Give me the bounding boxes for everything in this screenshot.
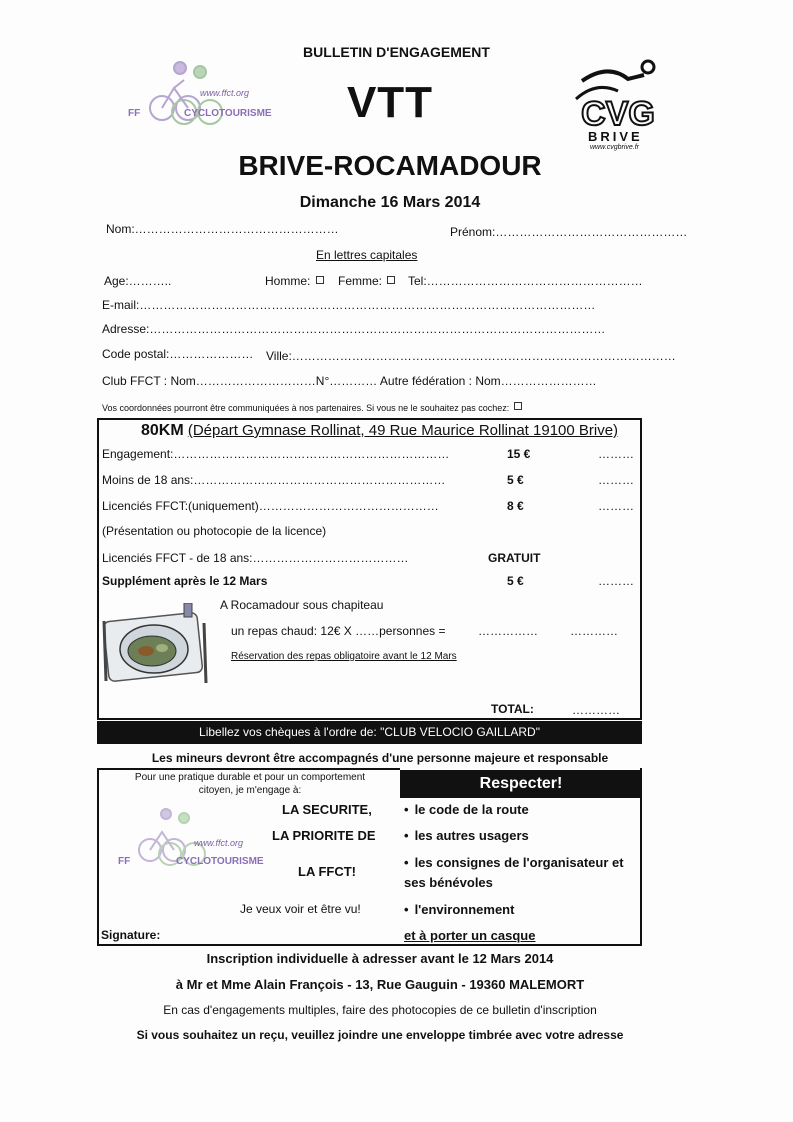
- respect-item-3: • les consignes de l'organisateur et: [404, 855, 624, 870]
- tarif-row-label: Moins de 18 ans:………………………………………………………: [102, 473, 446, 487]
- inscription-note: Inscription individuelle à adresser avant le 12 Mars 2014: [206, 951, 554, 966]
- tarif-row-label: Licenciés FFCT - de 18 ans:…………………………………: [102, 551, 409, 565]
- tarif-row-blank[interactable]: ………: [598, 574, 634, 588]
- cvg-brive: BRIVE: [588, 129, 643, 144]
- repas-plate-icon: [100, 603, 212, 687]
- ffct-brand-bottom: CYCLOTOURISME: [176, 856, 264, 867]
- securite-text: LA SECURITE,: [282, 802, 372, 817]
- homme-checkbox[interactable]: [316, 276, 324, 284]
- engagement-top-line: [97, 768, 400, 770]
- homme-option[interactable]: [265, 274, 326, 288]
- page-title: VTT: [346, 78, 434, 127]
- email-field[interactable]: E-mail:……………………………………………………………………………………………………: [102, 298, 596, 312]
- multiples-note: En cas d'engagements multiples, faire des photocopies de ce bulletin d'inscription: [163, 1003, 597, 1017]
- cvg-url: www.cvgbrive.fr: [590, 144, 640, 151]
- respect-item-2: • les autres usagers: [404, 828, 529, 843]
- adresse-field[interactable]: Adresse:……………………………………………………………………………………………………: [102, 322, 606, 336]
- tarif-row-blank[interactable]: ………: [598, 473, 634, 487]
- depart-label: (Départ Gymnase Rollinat, 49 Rue Maurice Rollinat 19100 Brive): [187, 422, 619, 439]
- ffct-url: www.ffct.org: [200, 88, 250, 98]
- respect-item-4: • l'environnement: [404, 902, 514, 917]
- adresse-note: à Mr et Mme Alain François - 13, Rue Gauguin - 19360 MALEMORT: [175, 977, 585, 992]
- tarif-row-blank[interactable]: ………: [598, 499, 634, 513]
- voir-text: Je veux voir et être vu!: [240, 902, 361, 916]
- ffct-ff-bottom: FF: [118, 856, 131, 867]
- ffct-logo-bottom: [110, 800, 270, 880]
- femme-label: Femme:: [338, 274, 383, 288]
- respecter-header: Respecter!: [400, 770, 642, 798]
- ffct-brand: CYCLOTOURISME: [184, 108, 272, 119]
- bulletin-heading: BULLETIN D'ENGAGEMENT: [303, 44, 490, 60]
- tarif-row-label: Licenciés FFCT:(uniquement)………………………………………: [102, 499, 439, 513]
- homme-label: Homme:: [265, 274, 311, 288]
- tarif-row-price: GRATUIT: [488, 551, 541, 565]
- engagement-intro-1: Pour une pratique durable et pour un comportement: [134, 772, 366, 783]
- prenom-field[interactable]: Prénom:…………………………………………: [450, 225, 688, 239]
- engagement-intro-2: citoyen, je m'engage à:: [198, 785, 302, 796]
- femme-option[interactable]: [338, 274, 397, 288]
- repas-blank-1[interactable]: ……………: [478, 624, 538, 638]
- femme-checkbox[interactable]: [387, 276, 395, 284]
- total-blank[interactable]: …………: [572, 703, 620, 717]
- repas-line-1: A Rocamadour sous chapiteau: [220, 598, 384, 612]
- partenaires-checkbox[interactable]: [514, 402, 522, 410]
- capitales-note: En lettres capitales: [316, 248, 418, 262]
- club-field[interactable]: Club FFCT : Nom…………………………N°………… Autre fédération : Nom……………………: [102, 374, 597, 388]
- ffct-logo: [120, 50, 270, 140]
- tarif-row-price: 8 €: [507, 499, 524, 513]
- tarif-row-price: 5 €: [507, 473, 524, 487]
- nom-field[interactable]: Nom:……………………………………………: [106, 222, 339, 236]
- priorite-text: LA PRIORITE DE: [272, 828, 376, 843]
- total-label: TOTAL:: [491, 702, 534, 716]
- code-postal-field[interactable]: Code postal:…………………: [102, 347, 254, 361]
- age-field[interactable]: Age:………..: [104, 274, 172, 288]
- respect-item-1: • le code de la route: [404, 802, 529, 817]
- cheques-bar: Libellez vos chèques à l'ordre de: "CLUB VELOCIO GAILLARD": [97, 721, 642, 744]
- repas-blank-2[interactable]: …………: [570, 624, 618, 638]
- tarif-row-label: Supplément après le 12 Mars: [102, 574, 268, 588]
- tarif-row-label: Engagement:……………………………………………………………: [102, 447, 450, 461]
- tarif-row-label: (Présentation ou photocopie de la licence): [102, 524, 327, 538]
- repas-note: Réservation des repas obligatoire avant le 12 Mars: [231, 651, 457, 662]
- repas-line-2[interactable]: un repas chaud: 12€ X ……personnes =: [231, 624, 446, 638]
- casque-text: et à porter un casque: [404, 928, 536, 943]
- ffct-ff: FF: [128, 108, 141, 119]
- ffct-url-bottom: www.ffct.org: [194, 838, 244, 848]
- partenaires-note: Vos coordonnées pourront être communiquées à nos partenaires. Si vous ne le souhaitez pas cochez:: [102, 402, 524, 413]
- tarif-row-blank[interactable]: ………: [598, 447, 634, 461]
- cvg-letters: CVG: [581, 95, 655, 133]
- mineurs-note: Les mineurs devront être accompagnés d'une personne majeure et responsable: [151, 751, 609, 765]
- tarifs-heading: [141, 422, 618, 440]
- distance-label: 80KM: [141, 422, 184, 439]
- event-date: Dimanche 16 Mars 2014: [299, 194, 481, 211]
- event-subtitle: BRIVE-ROCAMADOUR: [238, 150, 542, 181]
- recu-note: Si vous souhaitez un reçu, veuillez joindre une enveloppe timbrée avec votre adresse: [136, 1028, 624, 1042]
- signature-label[interactable]: Signature:: [101, 928, 161, 942]
- ville-field[interactable]: Ville:……………………………………………………………………………………: [266, 349, 676, 363]
- benevoles-text: ses bénévoles: [404, 875, 493, 890]
- tarif-row-price: 15 €: [507, 447, 531, 461]
- cvg-logo: [568, 55, 668, 155]
- tel-field[interactable]: Tel:………………………………………………: [408, 274, 643, 288]
- cyclist-icon: [568, 55, 668, 135]
- ffct-text: LA FFCT!: [298, 864, 356, 879]
- tarif-row-price: 5 €: [507, 574, 524, 588]
